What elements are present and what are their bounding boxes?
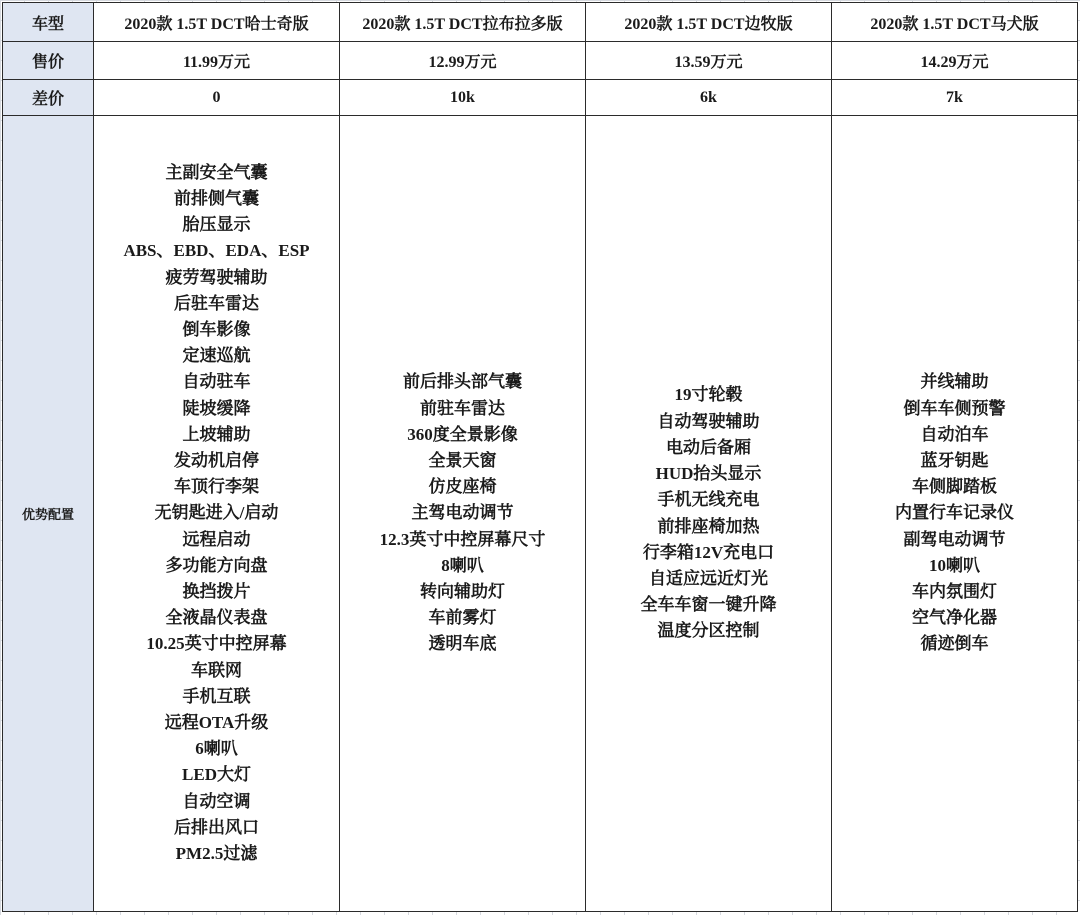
feature-item: LED大灯 [182, 765, 251, 785]
feature-item: 空气净化器 [912, 608, 997, 628]
feature-item: 360度全景影像 [407, 424, 518, 444]
feature-item: 10喇叭 [929, 555, 980, 575]
model-cell[interactable]: 2020款 1.5T DCT边牧版 [586, 3, 832, 42]
feature-item: 定速巡航 [182, 346, 251, 366]
feature-item: 自动驻车 [182, 372, 251, 392]
feature-item: 前排座椅加热 [657, 516, 760, 536]
feature-item: 行李箱12V充电口 [642, 542, 775, 562]
feature-item: 前驻车雷达 [420, 398, 505, 418]
feature-item: 转向辅助灯 [420, 582, 505, 601]
diff-cell[interactable]: 7k [832, 80, 1078, 116]
row-label-diff[interactable]: 差价 [3, 80, 94, 116]
feature-item: 自适应远近灯光 [649, 568, 768, 588]
feature-item: 全液晶仪表盘 [165, 608, 268, 628]
feature-item: 倒车车侧预警 [903, 398, 1006, 418]
feature-item: 温度分区控制 [657, 621, 760, 641]
model-cell[interactable]: 2020款 1.5T DCT马犬版 [832, 3, 1078, 42]
feature-list [586, 382, 831, 644]
feature-item: 透明车底 [428, 634, 497, 654]
price-cell[interactable]: 13.59万元 [586, 42, 832, 80]
feature-item: 多功能方向盘 [165, 555, 268, 575]
feature-item: 仿皮座椅 [428, 477, 497, 497]
feature-item: 全车车窗一键升降 [640, 595, 777, 615]
feature-item: 自动泊车 [920, 424, 989, 444]
features-cell[interactable] [586, 116, 832, 912]
feature-item: 副驾电动调节 [903, 529, 1006, 549]
feature-item: 车内氛围灯 [912, 582, 997, 601]
feature-item: 并线辅助 [920, 372, 989, 392]
feature-item: 自动空调 [182, 791, 251, 811]
feature-list [94, 160, 339, 867]
model-cell[interactable]: 2020款 1.5T DCT哈士奇版 [94, 3, 340, 42]
model-row [3, 3, 1078, 42]
diff-cell[interactable]: 0 [94, 80, 340, 116]
feature-list [832, 369, 1077, 657]
feature-item: 后排出风口 [174, 817, 259, 837]
feature-item: ABS、EBD、EDA、ESP [123, 241, 310, 261]
model-cell[interactable]: 2020款 1.5T DCT拉布拉多版 [340, 3, 586, 42]
feature-item: 主驾电动调节 [411, 503, 514, 523]
feature-item: 蓝牙钥匙 [920, 450, 989, 470]
feature-item: 内置行车记录仪 [895, 503, 1014, 523]
feature-item: 远程启动 [182, 529, 251, 549]
diff-cell[interactable]: 10k [340, 80, 586, 116]
feature-item: 主副安全气囊 [165, 162, 268, 182]
feature-item: 车侧脚踏板 [912, 477, 997, 497]
trim-comparison-table [2, 2, 1078, 912]
feature-item: 前排侧气囊 [174, 188, 259, 208]
feature-item: 后驻车雷达 [174, 293, 259, 313]
feature-item: 8喇叭 [441, 555, 484, 575]
feature-item: 前后排头部气囊 [403, 372, 522, 392]
feature-item: 车前雾灯 [428, 608, 497, 628]
feature-item: 无钥匙进入/启动 [154, 503, 279, 523]
feature-item: 胎压显示 [182, 215, 251, 235]
diff-cell[interactable]: 6k [586, 80, 832, 116]
price-cell[interactable]: 14.29万元 [832, 42, 1078, 80]
features-cell[interactable] [94, 116, 340, 912]
feature-item: 发动机启停 [174, 450, 259, 470]
feature-item: 全景天窗 [428, 450, 497, 470]
feature-item: 手机无线充电 [657, 490, 760, 510]
feature-item: 电动后备厢 [666, 437, 751, 457]
feature-item: HUD抬头显示 [655, 464, 762, 484]
price-row [3, 42, 1078, 80]
row-label-features[interactable]: 优势配置 [3, 116, 94, 912]
feature-item: 车顶行李架 [174, 477, 259, 497]
price-cell[interactable]: 11.99万元 [94, 42, 340, 80]
feature-item: 循迹倒车 [920, 634, 989, 654]
feature-item: 上坡辅助 [182, 424, 251, 444]
row-label-model[interactable]: 车型 [3, 3, 94, 42]
feature-item: 远程OTA升级 [164, 713, 269, 733]
feature-item: 10.25英寸中控屏幕 [146, 634, 287, 654]
price-cell[interactable]: 12.99万元 [340, 42, 586, 80]
features-cell[interactable] [340, 116, 586, 912]
row-label-price[interactable]: 售价 [3, 42, 94, 80]
feature-list [340, 369, 585, 657]
features-cell[interactable] [832, 116, 1078, 912]
feature-item: 12.3英寸中控屏幕尺寸 [379, 529, 546, 549]
feature-item: 换挡拨片 [182, 582, 251, 601]
feature-item: 陡坡缓降 [182, 398, 251, 418]
feature-item: PM2.5过滤 [175, 844, 258, 864]
features-row [3, 116, 1078, 912]
feature-item: 19寸轮毂 [674, 385, 743, 405]
feature-item: 车联网 [191, 660, 242, 680]
feature-item: 手机互联 [182, 686, 251, 706]
diff-row [3, 80, 1078, 116]
feature-item: 6喇叭 [195, 739, 238, 759]
feature-item: 倒车影像 [182, 319, 251, 339]
feature-item: 疲劳驾驶辅助 [165, 267, 268, 287]
feature-item: 自动驾驶辅助 [657, 411, 760, 431]
